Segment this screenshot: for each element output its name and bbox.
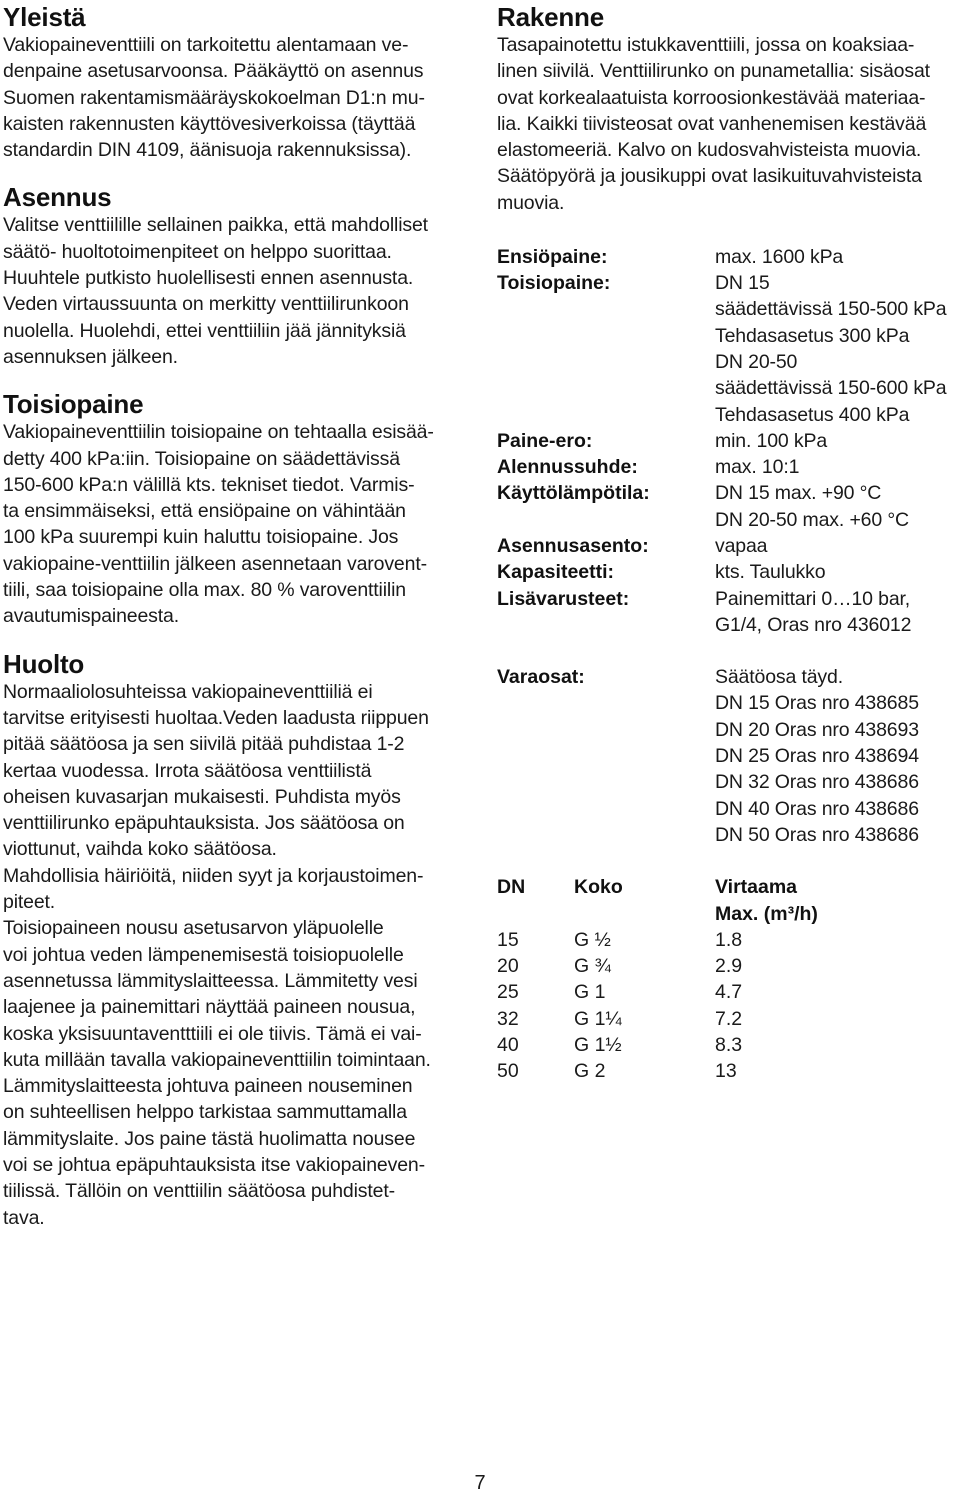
section-rakenne [497,2,957,216]
section-heading: Toisiopaine [3,389,144,420]
text-line: tiilissä. Tällöin on venttiilin säätöosa puhdistet- [3,1180,395,1203]
table-header-max: Max. (m³/h) [715,902,818,925]
spec-row-continued [497,822,957,848]
table-row [497,1032,955,1058]
text-line: detty 400 kPa:iin. Toisiopaine on säädettävissä [3,447,400,470]
text-line: linen siivilä. Venttiilirunko on punametallia: sisäosat [497,60,930,83]
text-line: säätö- huoltotoimenpiteet on helppo suorittaa. [3,240,392,263]
table-cell: 40 [497,1034,519,1057]
text-line: pitää säätöosa ja sen siivilä pitää puhdistaa 1-2 [3,733,405,756]
section-heading: Asennus [3,182,112,213]
spec-row-continued [497,349,957,375]
table-header-empty [497,901,574,927]
text-line: kuta millään tavalla vakiopaineventtiilin toimintaan. [3,1048,431,1071]
text-line: oheisen kuvasarjan mukaisesti. Puhdista myös [3,785,401,808]
spare-part-item: DN 25 Oras nro 438694 [715,745,919,768]
spec-value: Tehdasasetus 300 kPa [715,324,910,347]
spec-value: max. 1600 kPa [715,245,844,268]
section-toisiopaine [3,389,465,629]
spec-row-alennussuhde [497,454,957,480]
spare-parts-list [497,665,957,849]
text-line: viottunut, vaihda koko säätöosa. [3,838,277,861]
spec-value: säädettävissä 150-500 kPa [715,298,947,321]
table-cell: 4.7 [715,981,743,1004]
capacity-table [497,875,955,1085]
section-heading: Yleistä [3,2,86,32]
spec-row-continued [497,691,957,717]
table-cell: 25 [497,981,519,1004]
spec-value: DN 15 max. +90 °C [715,482,882,505]
spec-row-kapasiteetti [497,560,957,586]
table-row [497,954,955,980]
section-huolto [3,649,465,1231]
spare-part-item: DN 40 Oras nro 438686 [715,797,919,820]
section-body [3,419,465,629]
table-header-row [497,875,955,901]
section-body [3,212,465,370]
text-line: Lämmityslaitteesta johtuva paineen nouseminen [3,1075,413,1098]
text-line: piteet. [3,891,56,914]
text-line: Vakiopaineventtiili on tarkoitettu alentamaan ve- [3,34,409,56]
spec-list [497,244,957,638]
spec-value: säädettävissä 150-600 kPa [715,377,947,400]
page-number: 7 [474,1472,486,1494]
text-line: muovia. [497,191,565,214]
table-cell: G ½ [574,928,611,951]
section-body [497,32,957,216]
spec-label: Asennusasento: [497,534,649,557]
spec-row-kayttolampotila [497,481,957,507]
table-row [497,1059,955,1085]
spec-row-paine-ero [497,428,957,454]
text-line: lämmityslaite. Jos paine tästä huolimatta nousee [3,1127,416,1150]
spec-value: Tehdasasetus 400 kPa [715,403,910,426]
table-row [497,980,955,1006]
spec-row-toisiopaine [497,270,957,296]
spec-value: min. 100 kPa [715,429,828,452]
text-line: Säätöpyörä ja jousikuppi ovat lasikuituvahvisteista [497,165,922,188]
text-line: avautumispaineesta. [3,605,180,628]
table-row [497,1006,955,1032]
spec-label: Paine-ero: [497,429,593,452]
table-header-empty [574,901,715,927]
spec-label: Lisävarusteet: [497,587,630,610]
table-cell: G ¾ [574,955,611,978]
table-header-virtaama: Virtaama [715,876,798,899]
text-line: laajenee ja painemittari näyttää paineen nousua, [3,996,416,1019]
text-line: venttiilirunko epäpuhtauksista. Jos säätöosa on [3,812,405,835]
section-body [3,32,465,163]
spec-label: Käyttölämpötila: [497,482,650,505]
table-cell: G 1¼ [574,1007,622,1030]
text-line: tarvitse erityisesti huoltaa.Veden laadusta riippuen [3,706,429,729]
table-header-dn: DN [497,876,526,899]
spec-row-continued [497,796,957,822]
text-line: standardin DIN 4109, äänisuoja rakennuksissa). [3,139,412,162]
table-cell: 8.3 [715,1034,743,1057]
text-line: tava. [3,1206,45,1229]
spec-value: Painemittari 0…10 bar, [715,587,911,610]
spare-part-item: DN 20 Oras nro 438693 [715,718,919,741]
table-cell: 32 [497,1007,519,1030]
text-line: elastomeeriä. Kalvo on kudosvahvisteista muovia. [497,139,922,162]
text-line: asennetussa lämmityslaitteessa. Lämmitetty vesi [3,969,418,992]
section-asennus [3,182,465,370]
text-line: Suomen rakentamismääräyskokoelman D1:n mu- [3,86,425,109]
text-line: voi se johtua epäpuhtauksista itse vakiopaineven- [3,1153,425,1176]
text-line: Toisiopaineen nousu asetusarvon yläpuolelle [3,917,384,940]
section-heading: Rakenne [497,2,604,32]
spec-value: DN 20-50 [715,350,798,373]
left-column [3,0,465,1253]
spec-label: Varaosat: [497,666,585,689]
text-line: tiili, saa toisiopaine olla max. 80 % varoventtiilin [3,579,406,602]
spare-part-item: DN 15 Oras nro 438685 [715,692,919,715]
section-heading: Huolto [3,648,85,679]
spec-label: Kapasiteetti: [497,561,615,584]
spec-row-continued [497,376,957,402]
spec-value: kts. Taulukko [715,561,826,584]
table-subheader-row [497,901,955,927]
spec-row-continued [497,323,957,349]
text-line: koska yksisuuntaventttiili ei ole tiivis. Tämä ei vai- [3,1022,422,1045]
spec-value: vapaa [715,534,768,557]
text-line: kaisten rakennusten käyttövesiverkoissa (täyttää [3,112,416,135]
spec-row-lisavarusteet [497,586,957,612]
spec-row-continued [497,297,957,323]
spec-row-continued [497,743,957,769]
text-line: lia. Kaikki tiivisteosat ovat vanhenemisen kestävää [497,112,927,135]
spec-value: max. 10:1 [715,456,800,479]
spec-row-varaosat [497,665,957,691]
spec-value: DN 20-50 max. +60 °C [715,508,909,531]
spec-row-continued [497,612,957,638]
section-body [3,679,465,1231]
section-yleista [3,2,465,163]
table-cell: 1.8 [715,928,743,951]
text-line: vakiopaine-venttiilin jälkeen asennetaan varovent- [3,552,427,575]
text-line: Tasapainotettu istukkaventtiili, jossa on koaksiaa- [497,34,915,56]
text-line: nuolella. Huolehdi, ettei venttiiliin jää jännityksiä [3,319,406,342]
spec-row-continued [497,770,957,796]
text-line: on suhteellisen helppo tarkistaa sammuttamalla [3,1101,407,1124]
text-line: 150-600 kPa:n välillä kts. tekniset tiedot. Varmis- [3,473,415,496]
spec-value: Säätöosa täyd. [715,666,843,689]
text-line: voi johtua veden lämpenemisestä toisiopuolelle [3,943,404,966]
text-line: Huuhtele putkisto huolellisesti ennen asennusta. [3,267,414,290]
table-row [497,927,955,953]
spec-row-continued [497,717,957,743]
spec-label: Alennussuhde: [497,456,638,479]
table-cell: 20 [497,955,519,978]
table-cell: 13 [715,1060,737,1083]
spec-row-asennusasento [497,533,957,559]
table-cell: 2.9 [715,955,743,978]
spec-value: G1/4, Oras nro 436012 [715,613,912,636]
spec-row-continued [497,507,957,533]
text-line: Vakiopaineventtiilin toisiopaine on tehtaalla esisää- [3,421,434,444]
spare-part-item: DN 50 Oras nro 438686 [715,823,919,846]
spec-label: Ensiöpaine: [497,245,608,268]
table-cell: G 2 [574,1060,606,1083]
right-column [497,0,957,1085]
spec-row-continued [497,402,957,428]
table-cell: 50 [497,1060,519,1083]
text-line: kertaa vuodessa. Irrota säätöosa venttiilistä [3,759,372,782]
spec-label: Toisiopaine: [497,272,611,295]
text-line: denpaine asetusarvoonsa. Pääkäyttö on asennus [3,60,424,83]
text-line: ovat korkealaatuista korroosionkestävää materiaa- [497,86,926,109]
table-cell: G 1½ [574,1034,622,1057]
text-line: Veden virtaussuunta on merkitty venttiilirunkoon [3,293,409,316]
text-line: Valitse venttiilille sellainen paikka, että mahdolliset [3,214,428,237]
text-line: ta ensimmäiseksi, että ensiöpaine on vähintään [3,500,406,523]
text-line: Mahdollisia häiriöitä, niiden syyt ja korjaustoimen- [3,864,424,887]
spare-part-item: DN 32 Oras nro 438686 [715,771,919,794]
text-line: asennuksen jälkeen. [3,345,178,368]
spec-row-ensiopaine [497,244,957,270]
table-cell: 15 [497,928,519,951]
spec-value: DN 15 [715,272,770,295]
text-line: Normaaliolosuhteissa vakiopaineventtiiliä ei [3,680,373,703]
table-cell: 7.2 [715,1007,743,1030]
text-line: 100 kPa suurempi kuin haluttu toisiopaine. Jos [3,526,399,549]
table-cell: G 1 [574,981,606,1004]
table-header-koko: Koko [574,876,623,899]
